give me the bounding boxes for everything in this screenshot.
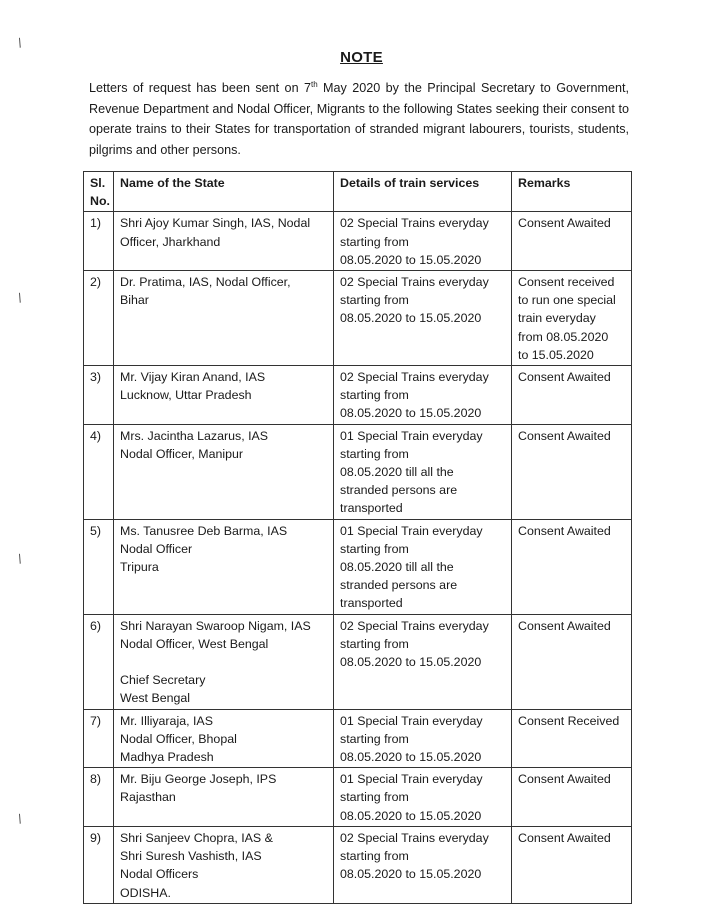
train-details-line: starting from <box>340 446 409 461</box>
header-train-details: Details of train services <box>334 172 512 212</box>
train-details-line: 02 Special Trains everyday <box>340 370 489 385</box>
train-details-line: 01 Special Train everyday <box>340 428 483 443</box>
cell-state-name <box>114 519 334 614</box>
margin-tick-mark: / <box>15 35 25 51</box>
table-row <box>84 212 632 271</box>
cell-sl-no: 4) <box>84 424 114 519</box>
train-details-line: stranded persons are <box>340 483 458 498</box>
table-row <box>84 768 632 827</box>
train-details-line: 02 Special Trains everyday <box>340 618 489 633</box>
state-name-line: Nodal Officer, West Bengal <box>120 636 269 651</box>
cell-remarks <box>512 614 632 709</box>
cell-train-details <box>334 614 512 709</box>
train-details-line: starting from <box>340 636 409 651</box>
state-name-line: Mr. Biju George Joseph, IPS <box>120 772 277 787</box>
remarks-line: train everyday <box>518 311 596 326</box>
train-details-line: starting from <box>340 388 409 403</box>
margin-tick-mark: / <box>15 551 25 567</box>
state-name-line: West Bengal <box>120 691 191 706</box>
intro-text-rest: May 2020 by the Principal Secretary to Government, Revenue Department and Nodal Officer, Migrants to the following States seeking their consent to operate trains to their States for transportation of stranded migrant labourers, tourists, students, pilgrims and other persons. <box>89 81 629 157</box>
remarks-line: to 15.05.2020 <box>518 347 594 362</box>
train-details-line: 08.05.2020 to 15.05.2020 <box>340 808 482 823</box>
cell-remarks <box>512 424 632 519</box>
state-name-line: Ms. Tanusree Deb Barma, IAS <box>120 523 288 538</box>
cell-remarks <box>512 519 632 614</box>
remarks-line: Consent Awaited <box>518 428 611 443</box>
cell-train-details <box>334 366 512 425</box>
cell-train-details <box>334 519 512 614</box>
state-name-line: Nodal Officer <box>120 541 193 556</box>
state-name-line: Shri Ajoy Kumar Singh, IAS, Nodal <box>120 216 311 231</box>
remarks-line: Consent received <box>518 275 615 290</box>
train-details-line: 01 Special Train everyday <box>340 523 483 538</box>
state-name-line: Madhya Pradesh <box>120 750 214 765</box>
header-sl-no <box>84 172 114 212</box>
remarks-line: to run one special <box>518 293 616 308</box>
state-name-line: Shri Suresh Vashisth, IAS <box>120 849 262 864</box>
cell-sl-no: 5) <box>84 519 114 614</box>
state-name-line: Dr. Pratima, IAS, Nodal Officer, <box>120 275 291 290</box>
cell-train-details <box>334 212 512 271</box>
margin-tick-mark: / <box>15 811 25 827</box>
train-details-line: transported <box>340 501 403 516</box>
cell-sl-no: 1) <box>84 212 114 271</box>
train-details-line: starting from <box>340 731 409 746</box>
train-services-table <box>83 171 632 904</box>
cell-state-name <box>114 366 334 425</box>
table-row <box>84 271 632 366</box>
header-sl-line: No. <box>90 194 110 209</box>
table-row <box>84 424 632 519</box>
state-name-line: Nodal Officer, Bhopal <box>120 731 237 746</box>
remarks-line: Consent Awaited <box>518 830 611 845</box>
state-name-line: Lucknow, Uttar Pradesh <box>120 388 252 403</box>
intro-text-start: Letters of request has been sent on 7 <box>89 81 311 95</box>
state-name-line: Tripura <box>120 560 159 575</box>
state-name-line: Mr. Illiyaraja, IAS <box>120 713 213 728</box>
cell-train-details <box>334 768 512 827</box>
state-name-line: Bihar <box>120 293 149 308</box>
train-details-line: 02 Special Trains everyday <box>340 216 489 231</box>
cell-train-details <box>334 271 512 366</box>
cell-state-name <box>114 709 334 768</box>
train-details-line: 08.05.2020 till all the <box>340 465 454 480</box>
cell-remarks <box>512 709 632 768</box>
train-details-line: transported <box>340 596 403 611</box>
table-header-row <box>84 172 632 212</box>
train-details-line: 02 Special Trains everyday <box>340 275 489 290</box>
header-sl-line: Sl. <box>90 176 106 190</box>
cell-state-name <box>114 424 334 519</box>
train-details-line: 08.05.2020 to 15.05.2020 <box>340 655 482 670</box>
train-details-line: starting from <box>340 790 409 805</box>
table-row <box>84 826 632 903</box>
header-remarks: Remarks <box>512 172 632 212</box>
cell-sl-no: 2) <box>84 271 114 366</box>
state-name-line: ODISHA. <box>120 885 171 900</box>
state-name-line: Shri Sanjeev Chopra, IAS & <box>120 830 273 845</box>
remarks-line: Consent Received <box>518 713 620 728</box>
state-name-line: Mr. Vijay Kiran Anand, IAS <box>120 370 266 385</box>
cell-state-name <box>114 271 334 366</box>
train-details-line: starting from <box>340 541 409 556</box>
remarks-line: Consent Awaited <box>518 618 611 633</box>
remarks-line: Consent Awaited <box>518 370 611 385</box>
table-row <box>84 519 632 614</box>
intro-ordinal-suffix: th <box>310 80 318 89</box>
remarks-line: Consent Awaited <box>518 523 611 538</box>
train-details-line: 08.05.2020 till all the <box>340 560 454 575</box>
train-details-line: 08.05.2020 to 15.05.2020 <box>340 750 482 765</box>
cell-sl-no: 7) <box>84 709 114 768</box>
cell-train-details <box>334 709 512 768</box>
train-details-line: 02 Special Trains everyday <box>340 830 489 845</box>
cell-train-details <box>334 826 512 903</box>
table-row <box>84 709 632 768</box>
cell-sl-no: 8) <box>84 768 114 827</box>
cell-train-details <box>334 424 512 519</box>
train-details-line: 08.05.2020 to 15.05.2020 <box>340 252 482 267</box>
train-details-line: stranded persons are <box>340 578 458 593</box>
remarks-line: from 08.05.2020 <box>518 329 609 344</box>
cell-state-name <box>114 768 334 827</box>
cell-sl-no: 6) <box>84 614 114 709</box>
train-details-line: starting from <box>340 849 409 864</box>
train-details-line: 08.05.2020 to 15.05.2020 <box>340 311 482 326</box>
state-name-line: Mrs. Jacintha Lazarus, IAS <box>120 428 269 443</box>
state-name-line <box>120 653 328 671</box>
cell-sl-no: 9) <box>84 826 114 903</box>
table-row <box>84 366 632 425</box>
cell-remarks <box>512 768 632 827</box>
state-name-line: Chief Secretary <box>120 673 206 688</box>
cell-remarks <box>512 826 632 903</box>
train-details-line: starting from <box>340 234 409 249</box>
train-details-line: starting from <box>340 293 409 308</box>
cell-state-name <box>114 614 334 709</box>
cell-remarks <box>512 366 632 425</box>
remarks-line: Consent Awaited <box>518 772 611 787</box>
state-name-line: Nodal Officers <box>120 867 199 882</box>
margin-tick-mark: / <box>15 290 25 306</box>
state-name-line: Rajasthan <box>120 790 176 805</box>
table-body <box>84 212 632 903</box>
cell-sl-no: 3) <box>84 366 114 425</box>
remarks-line: Consent Awaited <box>518 216 611 231</box>
train-details-line: 01 Special Train everyday <box>340 772 483 787</box>
state-name-line: Nodal Officer, Manipur <box>120 446 244 461</box>
intro-paragraph <box>89 78 629 160</box>
train-details-line: 08.05.2020 to 15.05.2020 <box>340 867 482 882</box>
state-name-line: Officer, Jharkhand <box>120 234 221 249</box>
table-row <box>84 614 632 709</box>
train-details-line: 01 Special Train everyday <box>340 713 483 728</box>
cell-remarks <box>512 271 632 366</box>
header-state-name: Name of the State <box>114 172 334 212</box>
train-details-line: 08.05.2020 to 15.05.2020 <box>340 406 482 421</box>
cell-remarks <box>512 212 632 271</box>
cell-state-name <box>114 212 334 271</box>
document-title: NOTE <box>340 49 383 66</box>
state-name-line: Shri Narayan Swaroop Nigam, IAS <box>120 618 311 633</box>
cell-state-name <box>114 826 334 903</box>
